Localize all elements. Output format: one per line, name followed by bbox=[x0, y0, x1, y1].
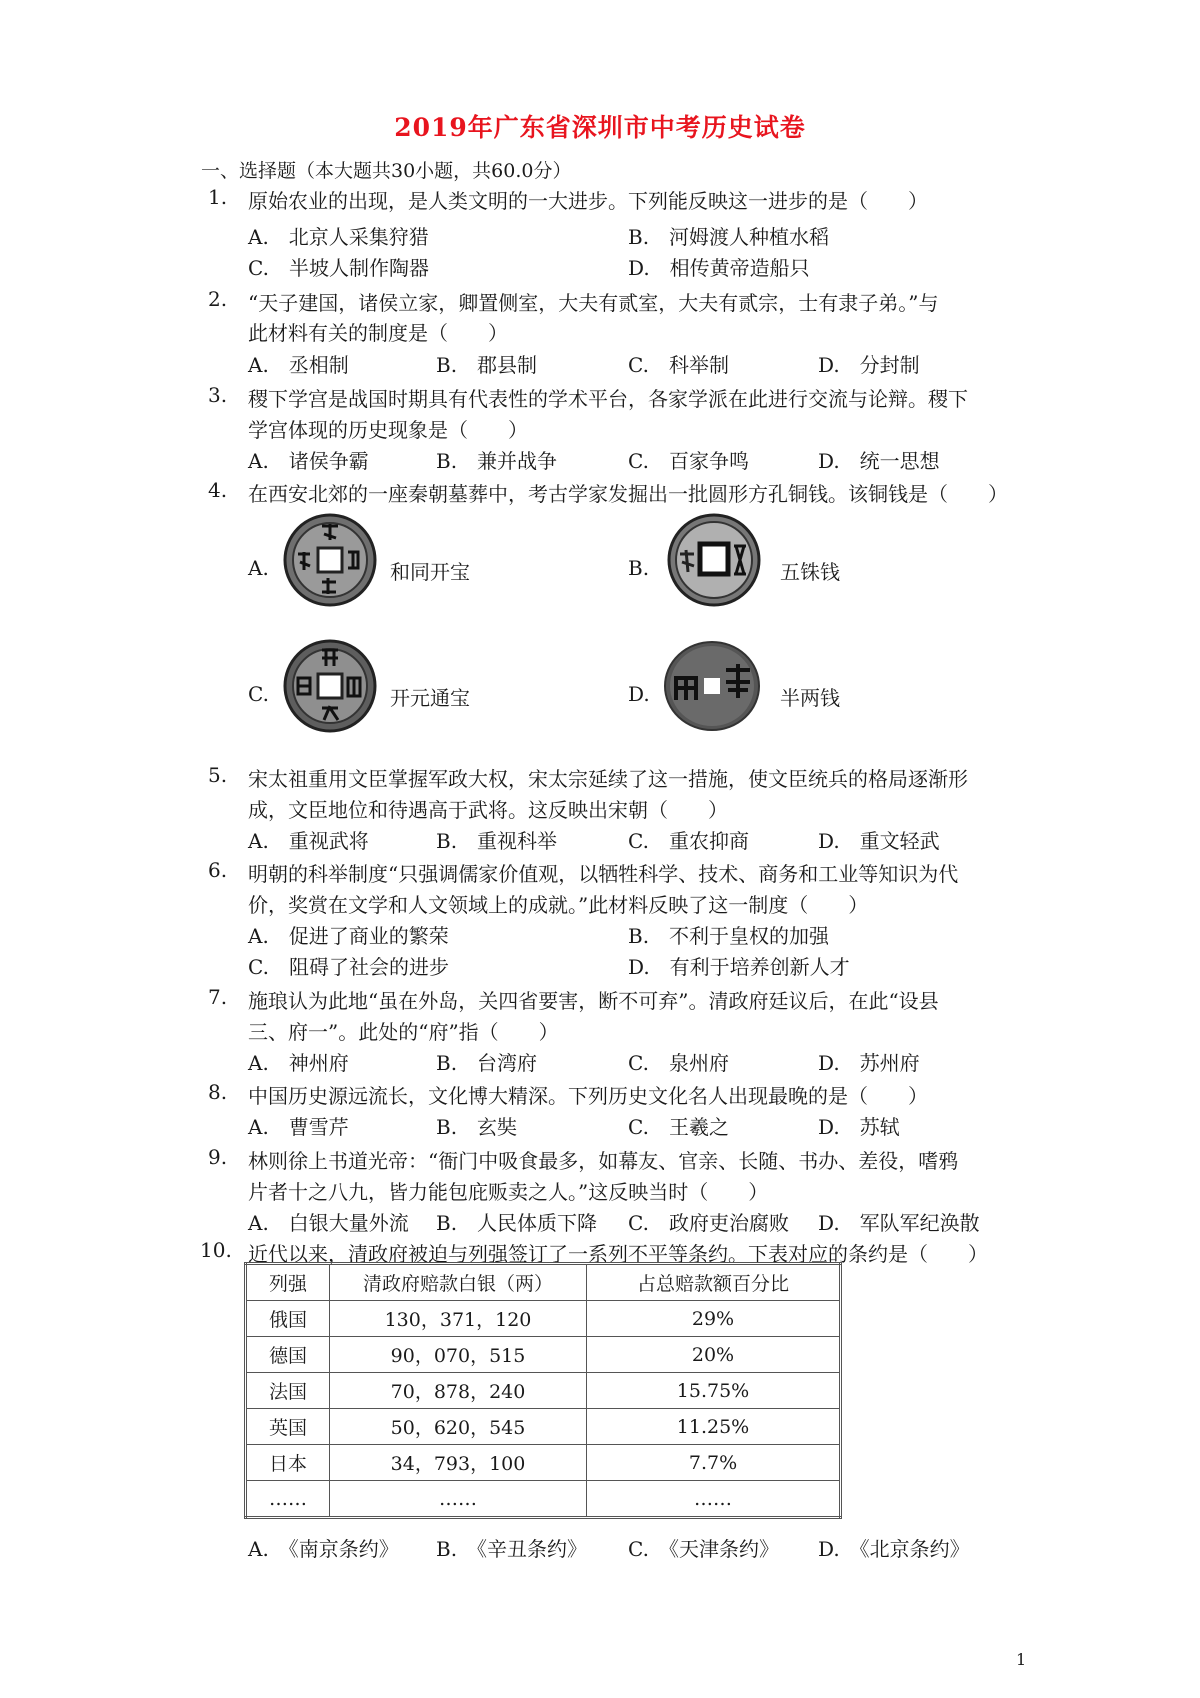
question-text: 中国历史源远流长，文化博大精深。下列历史文化名人出现最晚的是（ ） bbox=[248, 1084, 928, 1108]
option-b: B. 不利于皇权的加强 bbox=[628, 924, 830, 948]
option-b: B. 人民体质下降 bbox=[436, 1211, 598, 1235]
option-a: A. 《南京条约》 bbox=[248, 1537, 399, 1561]
option-a: A. 诸侯争霸 bbox=[248, 449, 369, 473]
coin-label-b: 五铢钱 bbox=[780, 560, 840, 584]
question-text: 原始农业的出现，是人类文明的一大进步。下列能反映这一进步的是（ ） bbox=[248, 189, 928, 213]
option-c: C. 王羲之 bbox=[628, 1115, 729, 1139]
table-cell: 90，070，515 bbox=[330, 1337, 587, 1373]
option-b: B. bbox=[628, 556, 650, 580]
table-cell: …… bbox=[246, 1481, 330, 1518]
table-header-cell: 占总赔款额百分比 bbox=[587, 1264, 841, 1301]
question-number: 5. bbox=[208, 763, 228, 787]
table-cell: 50，620，545 bbox=[330, 1409, 587, 1445]
option-c: C. 政府吏治腐败 bbox=[628, 1211, 789, 1235]
table-cell: 11.25% bbox=[587, 1409, 841, 1445]
option-b: B. 《辛丑条约》 bbox=[436, 1537, 588, 1561]
page-title: 2019年广东省深圳市中考历史试卷 bbox=[394, 113, 806, 142]
question-text: 学宫体现的历史现象是（ ） bbox=[248, 418, 528, 442]
option-b: B. 兼并战争 bbox=[436, 449, 558, 473]
question-text: 在西安北郊的一座秦朝墓葬中，考古学家发掘出一批圆形方孔铜钱。该铜钱是（ ） bbox=[248, 482, 1008, 506]
table-cell: 70，878，240 bbox=[330, 1373, 587, 1409]
option-c: C. 百家争鸣 bbox=[628, 449, 749, 473]
question-text: 价，奖赏在文学和人文领域上的成就。”此材料反映了这一制度（ ） bbox=[248, 893, 869, 917]
page-number: 1 bbox=[1016, 1650, 1027, 1669]
table-cell: 德国 bbox=[246, 1337, 330, 1373]
table-header-row bbox=[246, 1264, 841, 1301]
table-row bbox=[246, 1301, 841, 1337]
question-text: 明朝的科举制度“只强调儒家价值观，以牺牲科学、技术、商务和工业等知识为代 bbox=[248, 862, 959, 886]
option-d: D. 军队军纪涣散 bbox=[818, 1211, 980, 1235]
option-d: D. 分封制 bbox=[818, 353, 920, 377]
table-cell: 20% bbox=[587, 1337, 841, 1373]
question-text: 施琅认为此地“虽在外岛，关四省要害，断不可弃”。清政府廷议后，在此“设县 bbox=[248, 989, 939, 1013]
coin-hetong-kaibao-image bbox=[282, 512, 378, 608]
option-c: C. 重农抑商 bbox=[628, 829, 749, 853]
table-cell: 34，793，100 bbox=[330, 1445, 587, 1481]
table-row bbox=[246, 1373, 841, 1409]
option-a: A. 重视武将 bbox=[248, 829, 369, 853]
table-header-cell: 清政府赔款白银（两） bbox=[330, 1264, 587, 1301]
option-b: B. 河姆渡人种植水稻 bbox=[628, 225, 830, 249]
option-a: A. 曹雪芹 bbox=[248, 1115, 349, 1139]
question-text: 三、府一”。此处的“府”指（ ） bbox=[248, 1020, 559, 1044]
question-number: 1. bbox=[208, 185, 228, 209]
option-a: A. bbox=[248, 556, 269, 580]
question-text: 成，文臣地位和待遇高于武将。这反映出宋朝（ ） bbox=[248, 798, 728, 822]
question-number: 4. bbox=[208, 478, 228, 502]
option-a: A. 白银大量外流 bbox=[248, 1211, 409, 1235]
table-cell: 法国 bbox=[246, 1373, 330, 1409]
option-b: B. 郡县制 bbox=[436, 353, 538, 377]
coin-label-a: 和同开宝 bbox=[390, 560, 470, 584]
table-header-cell: 列强 bbox=[246, 1264, 330, 1301]
question-number: 7. bbox=[208, 985, 228, 1009]
question-text: 林则徐上书道光帝：“衙门中吸食最多，如幕友、官亲、长随、书办、差役，嗜鸦 bbox=[248, 1149, 959, 1173]
option-a: A. 北京人采集狩猎 bbox=[248, 225, 429, 249]
option-d: D. 有利于培养创新人才 bbox=[628, 955, 850, 979]
option-c: C. bbox=[248, 682, 269, 706]
question-number: 10. bbox=[200, 1238, 232, 1262]
option-d: D. 苏州府 bbox=[818, 1051, 920, 1075]
option-a: A. 丞相制 bbox=[248, 353, 349, 377]
question-number: 9. bbox=[208, 1145, 228, 1169]
table-cell: 130，371，120 bbox=[330, 1301, 587, 1337]
question-number: 6. bbox=[208, 858, 228, 882]
coin-wuzhu-image bbox=[666, 512, 762, 608]
coin-label-c: 开元通宝 bbox=[390, 686, 470, 710]
option-c: C. 《天津条约》 bbox=[628, 1537, 779, 1561]
coin-banliang-image bbox=[662, 638, 762, 734]
option-d: D. 重文轻武 bbox=[818, 829, 940, 853]
question-number: 8. bbox=[208, 1080, 228, 1104]
table-cell: …… bbox=[330, 1481, 587, 1518]
option-c: C. 阻碍了社会的进步 bbox=[248, 955, 449, 979]
table-cell: 英国 bbox=[246, 1409, 330, 1445]
option-d: D. 《北京条约》 bbox=[818, 1537, 970, 1561]
option-c: C. 半坡人制作陶器 bbox=[248, 256, 429, 280]
indemnity-table bbox=[244, 1262, 842, 1519]
table-cell: 俄国 bbox=[246, 1301, 330, 1337]
option-b: B. 重视科举 bbox=[436, 829, 558, 853]
option-b: B. 玄奘 bbox=[436, 1115, 518, 1139]
table-row bbox=[246, 1337, 841, 1373]
question-number: 3. bbox=[208, 383, 228, 407]
table-cell: 7.7% bbox=[587, 1445, 841, 1481]
table-row bbox=[246, 1445, 841, 1481]
option-d: D. 统一思想 bbox=[818, 449, 940, 473]
option-b: B. 台湾府 bbox=[436, 1051, 538, 1075]
question-text: 稷下学宫是战国时期具有代表性的学术平台，各家学派在此进行交流与论辩。稷下 bbox=[248, 387, 968, 411]
coin-label-d: 半两钱 bbox=[780, 686, 840, 710]
option-c: C. 泉州府 bbox=[628, 1051, 729, 1075]
question-text: 片者十之八九，皆力能包庇贩卖之人。”这反映当时（ ） bbox=[248, 1180, 769, 1204]
question-text: 宋太祖重用文臣掌握军政大权，宋太宗延续了这一措施，使文臣统兵的格局逐渐形 bbox=[248, 767, 968, 791]
option-c: C. 科举制 bbox=[628, 353, 729, 377]
option-a: A. 促进了商业的繁荣 bbox=[248, 924, 449, 948]
option-d: D. 相传黄帝造船只 bbox=[628, 256, 810, 280]
option-d: D. bbox=[628, 682, 650, 706]
option-d: D. 苏轼 bbox=[818, 1115, 900, 1139]
coin-kaiyuan-tongbao-image bbox=[282, 638, 378, 734]
table-cell: 日本 bbox=[246, 1445, 330, 1481]
table-row bbox=[246, 1481, 841, 1518]
question-number: 2. bbox=[208, 287, 228, 311]
table-cell: …… bbox=[587, 1481, 841, 1518]
question-text: 此材料有关的制度是（ ） bbox=[248, 321, 508, 345]
table-cell: 15.75% bbox=[587, 1373, 841, 1409]
option-a: A. 神州府 bbox=[248, 1051, 349, 1075]
table-cell: 29% bbox=[587, 1301, 841, 1337]
table-row bbox=[246, 1409, 841, 1445]
question-text: “天子建国，诸侯立家，卿置侧室，大夫有贰室，大夫有贰宗，士有隶子弟。”与 bbox=[248, 291, 939, 315]
section-heading: 一、选择题（本大题共30小题，共60.0分） bbox=[201, 160, 572, 182]
question-text: 近代以来，清政府被迫与列强签订了一系列不平等条约。下表对应的条约是（ ） bbox=[248, 1242, 988, 1266]
